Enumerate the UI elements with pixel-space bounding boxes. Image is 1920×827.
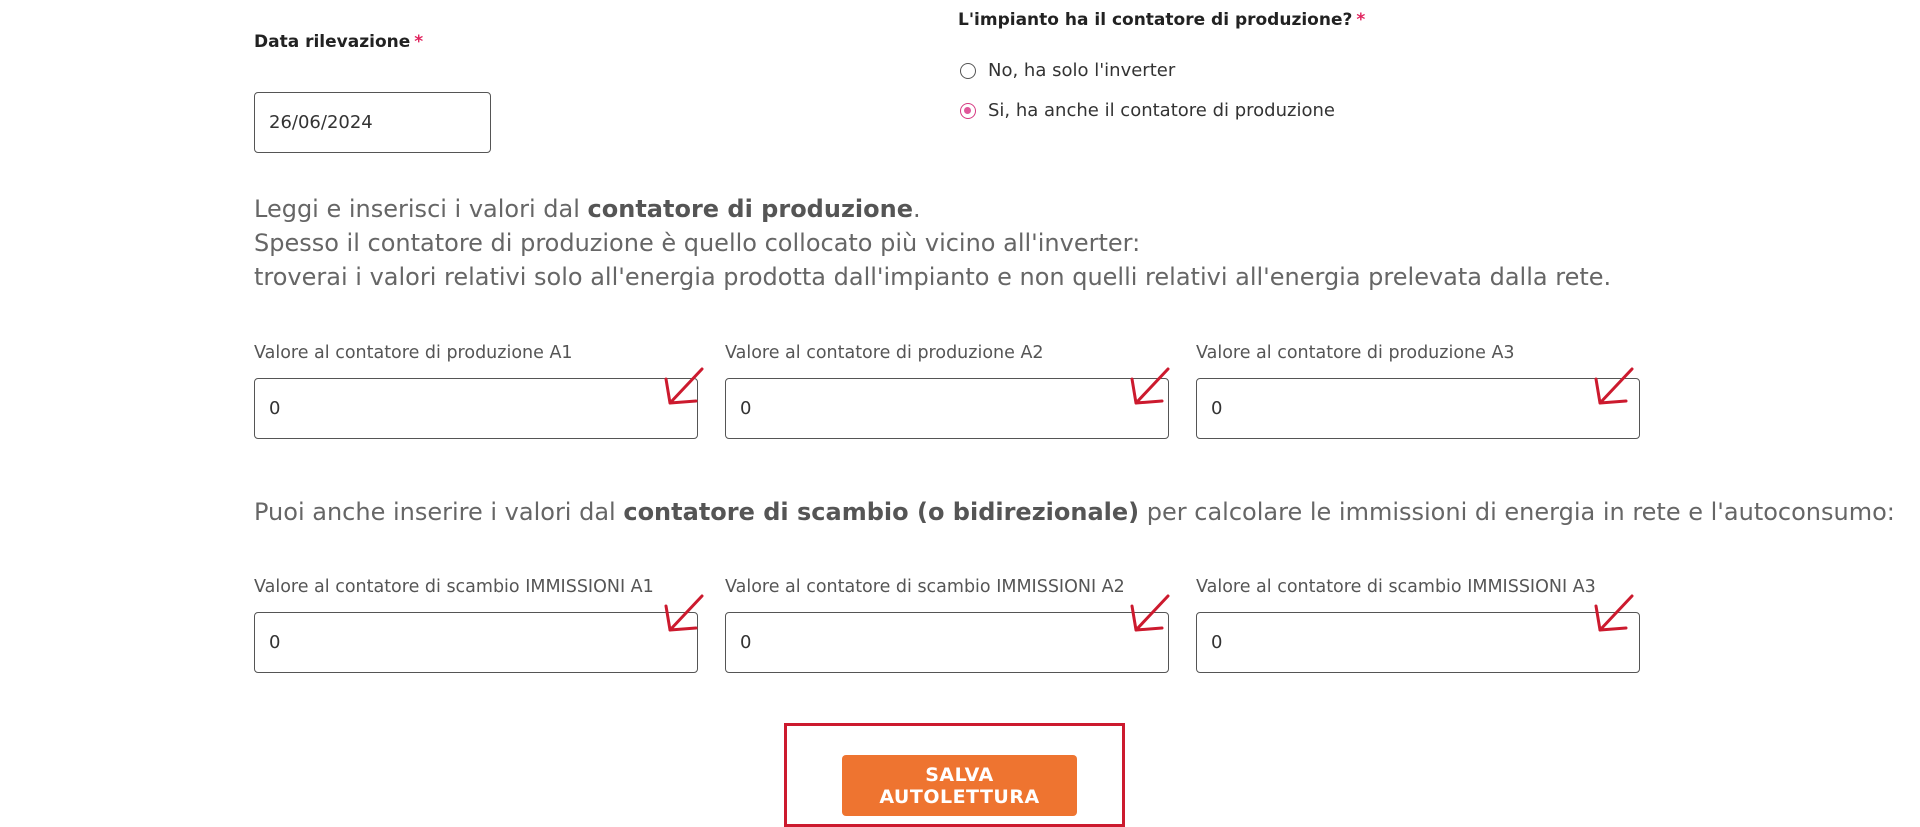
production-info xyxy=(254,192,1611,294)
radio-button-no[interactable] xyxy=(960,63,976,79)
date-label: Data rilevazione * xyxy=(254,32,424,52)
exchange-a2-input[interactable] xyxy=(725,612,1169,673)
production-a3-label: Valore al contatore di produzione A3 xyxy=(1196,343,1515,363)
exchange-a2-label: Valore al contatore di scambio IMMISSIONI A2 xyxy=(725,577,1125,597)
production-a2-input[interactable] xyxy=(725,378,1169,439)
production-info-line3: troverai i valori relativi solo all'energia prodotta dall'impianto e non quelli relativi all'energia prelevata dalla rete. xyxy=(254,263,1612,291)
radio-button-yes[interactable] xyxy=(960,103,976,119)
exchange-a3-input[interactable] xyxy=(1196,612,1640,673)
production-info-line2: Spesso il contatore di produzione è quello collocato più vicino all'inverter: xyxy=(254,229,1141,257)
production-info-line1: Leggi e inserisci i valori dal contatore di produzione. xyxy=(254,195,921,223)
exchange-info: Puoi anche inserire i valori dal contatore di scambio (o bidirezionale) per calcolare le immissioni di energia in rete e l'autoconsumo: xyxy=(254,498,1895,526)
exchange-a1-label: Valore al contatore di scambio IMMISSIONI A1 xyxy=(254,577,654,597)
production-a1-input[interactable] xyxy=(254,378,698,439)
production-a2-label: Valore al contatore di produzione A2 xyxy=(725,343,1044,363)
required-mark: * xyxy=(1356,10,1366,30)
required-mark: * xyxy=(414,32,424,52)
meter-question-label: L'impianto ha il contatore di produzione? * xyxy=(958,10,1366,30)
radio-option-no[interactable]: No, ha solo l'inverter xyxy=(960,60,1175,81)
production-a3-input[interactable] xyxy=(1196,378,1640,439)
save-reading-button[interactable]: SALVA AUTOLETTURA xyxy=(842,755,1077,816)
exchange-a1-input[interactable] xyxy=(254,612,698,673)
radio-option-yes[interactable]: Si, ha anche il contatore di produzione xyxy=(960,100,1335,121)
exchange-a3-label: Valore al contatore di scambio IMMISSIONI A3 xyxy=(1196,577,1596,597)
date-input[interactable] xyxy=(254,92,491,153)
production-a1-label: Valore al contatore di produzione A1 xyxy=(254,343,573,363)
